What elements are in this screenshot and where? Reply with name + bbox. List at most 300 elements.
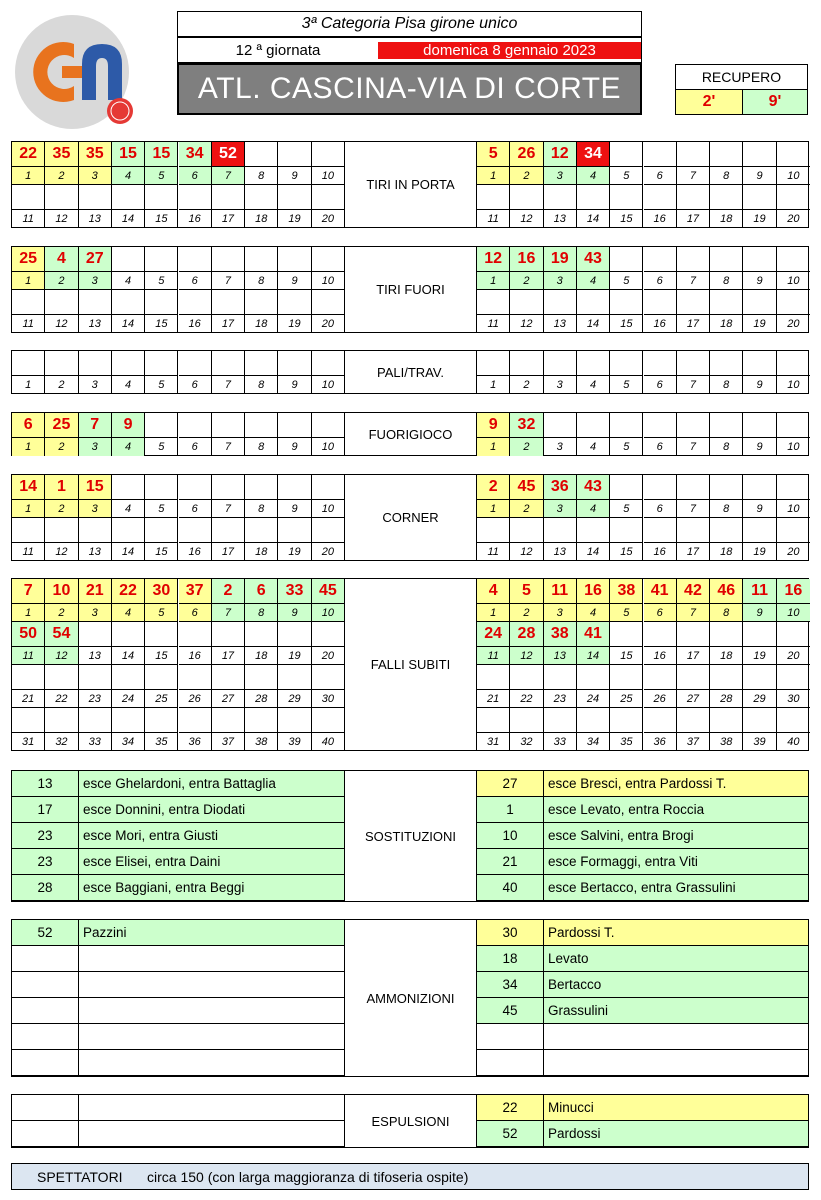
- recupero-label: RECUPERO: [675, 64, 808, 89]
- stat-value-cell: 34: [577, 142, 610, 167]
- stat-slot-number: 16: [179, 543, 212, 561]
- stat-slot-number: 5: [610, 500, 643, 518]
- stat-slot-number: 10: [312, 604, 345, 622]
- espulsioni-label: ESPULSIONI: [344, 1095, 477, 1147]
- stat-value-cell: [312, 622, 345, 647]
- stat-value-cell: 15: [145, 142, 178, 167]
- stat-value-cell: [677, 622, 710, 647]
- stat-slot-number: 12: [45, 647, 78, 665]
- stat-slot-number: 4: [112, 438, 145, 456]
- stat-slot-number: 9: [278, 376, 311, 394]
- stat-value-cell: [644, 413, 677, 438]
- ammonizioni-row: [12, 1024, 344, 1050]
- stat-value-cell: [477, 518, 510, 543]
- stat-value-cell: 22: [12, 142, 45, 167]
- stat-value-cell: [677, 413, 710, 438]
- stat-slot-number: 5: [145, 438, 178, 456]
- stat-slot-number: 4: [112, 604, 145, 622]
- stat-label: CORNER: [344, 475, 477, 560]
- stat-slot-number: 20: [787, 318, 800, 330]
- stat-value-cell: 16: [510, 247, 543, 272]
- sostituzioni-row: [477, 771, 808, 797]
- stat-value-cell: [510, 665, 543, 690]
- stat-value-cell: [510, 185, 543, 210]
- stat-slot-number: 8: [245, 500, 278, 518]
- stat-slot-number: 3: [79, 438, 112, 456]
- stat-slot-number: 26: [644, 690, 677, 708]
- stat-value-cell: [12, 351, 45, 376]
- stat-value-cell: [179, 475, 212, 500]
- stat-value-cell: 4: [45, 247, 78, 272]
- stat-value-cell: [544, 665, 577, 690]
- stat-slot-number: 3: [544, 500, 577, 518]
- stat-slot-number: 34: [577, 733, 610, 751]
- stat-slot-number: 2: [510, 438, 543, 456]
- stat-slot-number: 10: [777, 500, 810, 518]
- stat-slot-number: 2: [45, 438, 78, 456]
- stat-slot-number: 20: [312, 543, 345, 561]
- stat-slot-number: 6: [644, 272, 677, 290]
- stat-slot-number: 11: [12, 210, 45, 228]
- stat-slot-number: 15: [610, 647, 643, 665]
- stat-slot-number: 5: [610, 438, 643, 456]
- stat-value-cell: [112, 185, 145, 210]
- stat-slot-number: 15: [145, 543, 178, 561]
- stat-value-cell: 14: [12, 475, 45, 500]
- stat-value-cell: [544, 708, 577, 733]
- stat-slot-number: 35: [610, 733, 643, 751]
- stat-slot-number: 3: [79, 376, 112, 394]
- spectators-value: circa 150 (con larga maggioranza di tifoseria ospite): [147, 1168, 469, 1185]
- player-cell: Bertacco: [548, 977, 602, 992]
- stat-slot-number: 20: [312, 647, 345, 665]
- stat-slot-number: 1: [477, 376, 510, 394]
- stat-value-cell: 42: [677, 579, 710, 604]
- stat-value-cell: [510, 708, 543, 733]
- stat-slot-number: 31: [477, 733, 510, 751]
- minute-cell: 52: [477, 1121, 544, 1146]
- stat-value-cell: [510, 351, 543, 376]
- stat-value-cell: 35: [45, 142, 78, 167]
- stat-slot-number: 8: [710, 604, 743, 622]
- stat-value-cell: [677, 185, 710, 210]
- player-cell: Pardossi T.: [548, 925, 615, 940]
- stat-value-cell: 7: [12, 579, 45, 604]
- stat-slot-number: 29: [743, 690, 776, 708]
- stat-value-cell: 41: [644, 579, 677, 604]
- minute-cell: 1: [477, 797, 544, 822]
- stat-value-cell: 16: [777, 579, 810, 604]
- stat-value-cell: [79, 708, 112, 733]
- sostituzioni-row: [477, 797, 808, 823]
- stat-value-cell: [245, 413, 278, 438]
- stat-slot-number: 19: [278, 315, 311, 333]
- stat-slot-number: 3: [544, 438, 577, 456]
- stat-slot-number: 3: [79, 167, 112, 185]
- stat-slot-number: 17: [677, 210, 710, 228]
- stat-value-cell: [245, 708, 278, 733]
- stat-label: FALLI SUBITI: [344, 579, 477, 750]
- stat-slot-number: 15: [145, 315, 178, 333]
- player-cell: [79, 1024, 344, 1049]
- minute-cell: 27: [477, 771, 544, 796]
- stat-section-tiri-in-porta: [11, 141, 809, 228]
- stat-value-cell: 12: [477, 247, 510, 272]
- stat-slot-number: 14: [112, 315, 145, 333]
- stat-slot-number: 14: [577, 315, 610, 333]
- minute-cell: 22: [477, 1095, 544, 1120]
- player-cell: Levato: [548, 951, 589, 966]
- stat-slot-number: 2: [45, 604, 78, 622]
- stat-value-cell: [278, 622, 311, 647]
- stat-value-cell: 21: [79, 579, 112, 604]
- stat-value-cell: [644, 142, 677, 167]
- stat-slot-number: 6: [179, 500, 212, 518]
- stat-slot-number: 6: [179, 604, 212, 622]
- spectators-label: SPETTATORI: [37, 1168, 123, 1185]
- stat-value-cell: 25: [12, 247, 45, 272]
- stat-value-cell: [677, 518, 710, 543]
- stat-slot-number: 15: [610, 315, 643, 333]
- stat-value-cell: [79, 185, 112, 210]
- stat-value-cell: [45, 708, 78, 733]
- player-cell: esce Elisei, entra Daini: [83, 854, 221, 869]
- stat-slot-number: 11: [477, 315, 510, 333]
- stat-value-cell: [212, 351, 245, 376]
- stat-slot-number: 6: [179, 272, 212, 290]
- stat-value-cell: [477, 185, 510, 210]
- stat-slot-number: 5: [145, 167, 178, 185]
- stat-slot-number: 13: [79, 315, 112, 333]
- stat-slot-number: 40: [787, 736, 800, 748]
- stat-slot-number: 16: [644, 210, 677, 228]
- stat-slot-number: 7: [212, 167, 245, 185]
- logo: [12, 14, 134, 132]
- stat-slot-number: 2: [45, 272, 78, 290]
- stat-value-cell: [278, 413, 311, 438]
- stat-value-cell: 9: [477, 413, 510, 438]
- stat-slot-number: 37: [212, 733, 245, 751]
- stat-value-cell: [179, 708, 212, 733]
- ammonizioni-row: [12, 946, 344, 972]
- stat-label: FUORIGIOCO: [344, 413, 477, 455]
- stat-value-cell: [45, 351, 78, 376]
- ammonizioni-row: [12, 1050, 344, 1076]
- stat-value-cell: 26: [510, 142, 543, 167]
- player-cell: Minucci: [548, 1100, 594, 1115]
- stat-value-cell: 50: [12, 622, 45, 647]
- stat-value-cell: [278, 708, 311, 733]
- minute-cell: [12, 998, 79, 1023]
- stat-value-cell: 2: [212, 579, 245, 604]
- ammonizioni-row: [477, 946, 808, 972]
- stat-value-cell: [312, 708, 345, 733]
- stat-value-cell: [278, 518, 311, 543]
- stat-value-cell: [79, 622, 112, 647]
- player-cell: esce Baggiani, entra Beggi: [83, 880, 245, 895]
- stat-slot-number: 1: [12, 604, 45, 622]
- stat-slot-number: 3: [544, 376, 577, 394]
- stat-value-cell: [112, 708, 145, 733]
- stat-value-cell: [145, 247, 178, 272]
- player-cell: [544, 1050, 808, 1075]
- stat-value-cell: [777, 665, 810, 690]
- stat-section-tiri-fuori: [11, 246, 809, 333]
- stat-value-cell: [677, 708, 710, 733]
- stat-value-cell: [245, 142, 278, 167]
- stat-slot-number: 6: [644, 376, 677, 394]
- minute-cell: 34: [477, 972, 544, 997]
- stat-slot-number: 7: [212, 500, 245, 518]
- stat-value-cell: [79, 290, 112, 315]
- stat-value-cell: 6: [12, 413, 45, 438]
- stat-value-cell: [245, 622, 278, 647]
- stat-slot-number: 12: [510, 210, 543, 228]
- stat-value-cell: [12, 185, 45, 210]
- stat-value-cell: [245, 475, 278, 500]
- stat-value-cell: [179, 185, 212, 210]
- stat-slot-number: 7: [677, 167, 710, 185]
- player-cell: Grassulini: [548, 1003, 609, 1018]
- player-cell: esce Bresci, entra Pardossi T.: [548, 776, 727, 791]
- stat-value-cell: 38: [544, 622, 577, 647]
- stat-slot-number: 1: [477, 438, 510, 456]
- stat-slot-number: 9: [278, 500, 311, 518]
- stat-slot-number: 10: [787, 379, 800, 391]
- stat-value-cell: [777, 247, 810, 272]
- stat-slot-number: 11: [477, 210, 510, 228]
- stat-slot-number: 16: [179, 647, 212, 665]
- stat-value-cell: [777, 475, 810, 500]
- stat-slot-number: 13: [544, 543, 577, 561]
- stat-value-cell: [777, 351, 810, 376]
- stat-value-cell: [477, 708, 510, 733]
- stat-value-cell: [610, 351, 643, 376]
- minute-cell: 10: [477, 823, 544, 848]
- minute-cell: 23: [12, 849, 79, 874]
- stat-value-cell: [145, 413, 178, 438]
- stat-slot-number: 18: [710, 210, 743, 228]
- stat-slot-number: 6: [644, 167, 677, 185]
- stat-value-cell: 24: [477, 622, 510, 647]
- stat-value-cell: [12, 518, 45, 543]
- stat-value-cell: [179, 665, 212, 690]
- stat-value-cell: [312, 665, 345, 690]
- stat-slot-number: 5: [610, 376, 643, 394]
- stat-value-cell: [644, 351, 677, 376]
- sostituzioni-row: [12, 771, 344, 797]
- stat-value-cell: [145, 475, 178, 500]
- stat-value-cell: 38: [610, 579, 643, 604]
- stat-label: TIRI IN PORTA: [344, 142, 477, 227]
- stat-slot-number: 1: [477, 272, 510, 290]
- minute-cell: [12, 946, 79, 971]
- sostituzioni-label: SOSTITUZIONI: [344, 771, 477, 901]
- stat-slot-number: 10: [312, 376, 345, 394]
- stat-slot-number: 4: [112, 376, 145, 394]
- stat-slot-number: 20: [787, 213, 800, 225]
- stat-value-cell: [179, 351, 212, 376]
- stat-slot-number: 20: [787, 546, 800, 558]
- stat-value-cell: 33: [278, 579, 311, 604]
- stat-value-cell: [710, 518, 743, 543]
- stat-value-cell: [544, 185, 577, 210]
- minute-cell: [12, 1024, 79, 1049]
- stat-value-cell: [610, 290, 643, 315]
- stat-value-cell: 1: [45, 475, 78, 500]
- stat-value-cell: [112, 290, 145, 315]
- stat-value-cell: [312, 142, 345, 167]
- stat-slot-number: 27: [212, 690, 245, 708]
- stat-value-cell: [577, 665, 610, 690]
- stat-slot-number: 12: [510, 315, 543, 333]
- stat-slot-number: 18: [710, 315, 743, 333]
- stat-slot-number: 19: [743, 210, 776, 228]
- stat-slot-number: 2: [510, 604, 543, 622]
- stat-value-cell: 10: [45, 579, 78, 604]
- stat-slot-number: 19: [743, 647, 776, 665]
- stat-value-cell: [245, 518, 278, 543]
- stat-slot-number: 10: [777, 167, 810, 185]
- stat-slot-number: 6: [179, 438, 212, 456]
- ammonizioni-row: [477, 1024, 808, 1050]
- stat-value-cell: [278, 351, 311, 376]
- stat-slot-number: 1: [477, 604, 510, 622]
- stat-slot-number: 16: [644, 315, 677, 333]
- stat-value-cell: 43: [577, 475, 610, 500]
- stat-slot-number: 30: [312, 690, 345, 708]
- stat-slot-number: 15: [610, 543, 643, 561]
- minute-cell: 40: [477, 875, 544, 900]
- stat-value-cell: [245, 290, 278, 315]
- stat-value-cell: 25: [45, 413, 78, 438]
- stat-value-cell: 43: [577, 247, 610, 272]
- stat-slot-number: 7: [212, 272, 245, 290]
- stat-value-cell: 28: [510, 622, 543, 647]
- round-label: 12 ª giornata: [235, 41, 321, 59]
- stat-section-pali-trav: [11, 350, 809, 394]
- stat-slot-number: 21: [477, 690, 510, 708]
- stat-slot-number: 1: [12, 500, 45, 518]
- minute-cell: 28: [12, 875, 79, 900]
- stat-value-cell: [245, 351, 278, 376]
- stat-slot-number: 18: [245, 210, 278, 228]
- stat-value-cell: 46: [710, 579, 743, 604]
- stat-slot-number: 15: [145, 210, 178, 228]
- stat-slot-number: 10: [312, 167, 345, 185]
- stat-value-cell: 54: [45, 622, 78, 647]
- stat-slot-number: 22: [45, 690, 78, 708]
- stat-slot-number: 7: [677, 376, 710, 394]
- stat-slot-number: 14: [112, 647, 145, 665]
- stat-slot-number: 5: [610, 272, 643, 290]
- stat-slot-number: 31: [12, 733, 45, 751]
- stat-slot-number: 32: [510, 733, 543, 751]
- stat-value-cell: [644, 475, 677, 500]
- ammonizioni-row: [477, 920, 808, 946]
- stat-slot-number: 2: [45, 376, 78, 394]
- stat-value-cell: 34: [179, 142, 212, 167]
- minute-cell: [477, 1024, 544, 1049]
- minute-cell: 52: [12, 920, 79, 945]
- stat-slot-number: 3: [79, 272, 112, 290]
- stat-value-cell: 16: [577, 579, 610, 604]
- stat-value-cell: [510, 290, 543, 315]
- stat-slot-number: 7: [212, 376, 245, 394]
- player-cell: [79, 1121, 344, 1146]
- stat-value-cell: 2: [477, 475, 510, 500]
- player-cell: [79, 972, 344, 997]
- spectators-bar: [11, 1163, 809, 1190]
- stat-value-cell: [145, 351, 178, 376]
- player-cell: esce Bertacco, entra Grassulini: [548, 880, 736, 895]
- stat-value-cell: [677, 351, 710, 376]
- stat-slot-number: 8: [245, 604, 278, 622]
- stat-slot-number: 8: [710, 438, 743, 456]
- stat-value-cell: [644, 185, 677, 210]
- stat-value-cell: [644, 708, 677, 733]
- stat-slot-number: 20: [312, 315, 345, 333]
- stat-slot-number: 3: [79, 500, 112, 518]
- stat-slot-number: 3: [544, 167, 577, 185]
- stat-value-cell: 6: [245, 579, 278, 604]
- espulsioni-row: [12, 1121, 344, 1147]
- stat-value-cell: [610, 708, 643, 733]
- stat-value-cell: [743, 351, 776, 376]
- stat-value-cell: 15: [112, 142, 145, 167]
- stat-slot-number: 5: [610, 604, 643, 622]
- stat-slot-number: 14: [577, 543, 610, 561]
- stat-value-cell: [743, 142, 776, 167]
- stat-value-cell: [112, 665, 145, 690]
- stat-slot-number: 18: [710, 543, 743, 561]
- stat-value-cell: [312, 351, 345, 376]
- stat-slot-number: 23: [544, 690, 577, 708]
- minute-cell: 23: [12, 823, 79, 848]
- sostituzioni-row: [12, 823, 344, 849]
- stat-slot-number: 9: [743, 167, 776, 185]
- stat-slot-number: 11: [12, 315, 45, 333]
- stat-slot-number: 4: [577, 167, 610, 185]
- stat-value-cell: 9: [112, 413, 145, 438]
- stat-value-cell: [644, 518, 677, 543]
- stat-value-cell: [477, 351, 510, 376]
- stat-slot-number: 9: [743, 438, 776, 456]
- stat-value-cell: [45, 665, 78, 690]
- stat-value-cell: [610, 142, 643, 167]
- minute-cell: 13: [12, 771, 79, 796]
- stat-value-cell: [312, 518, 345, 543]
- minute-cell: [477, 1050, 544, 1075]
- stat-slot-number: 4: [577, 272, 610, 290]
- stat-slot-number: 7: [677, 438, 710, 456]
- stat-section-corner: [11, 474, 809, 561]
- stat-slot-number: 14: [577, 647, 610, 665]
- stat-value-cell: [145, 290, 178, 315]
- stat-value-cell: [278, 665, 311, 690]
- espulsioni-row: [477, 1095, 808, 1121]
- ammonizioni-row: [12, 998, 344, 1024]
- stat-value-cell: [743, 475, 776, 500]
- sostituzioni-row: [477, 823, 808, 849]
- stat-slot-number: 19: [278, 543, 311, 561]
- stat-slot-number: 30: [777, 690, 810, 708]
- sostituzioni-row: [477, 875, 808, 901]
- stat-slot-number: 19: [743, 315, 776, 333]
- stat-slot-number: 13: [544, 210, 577, 228]
- stat-value-cell: [777, 290, 810, 315]
- stat-value-cell: [79, 665, 112, 690]
